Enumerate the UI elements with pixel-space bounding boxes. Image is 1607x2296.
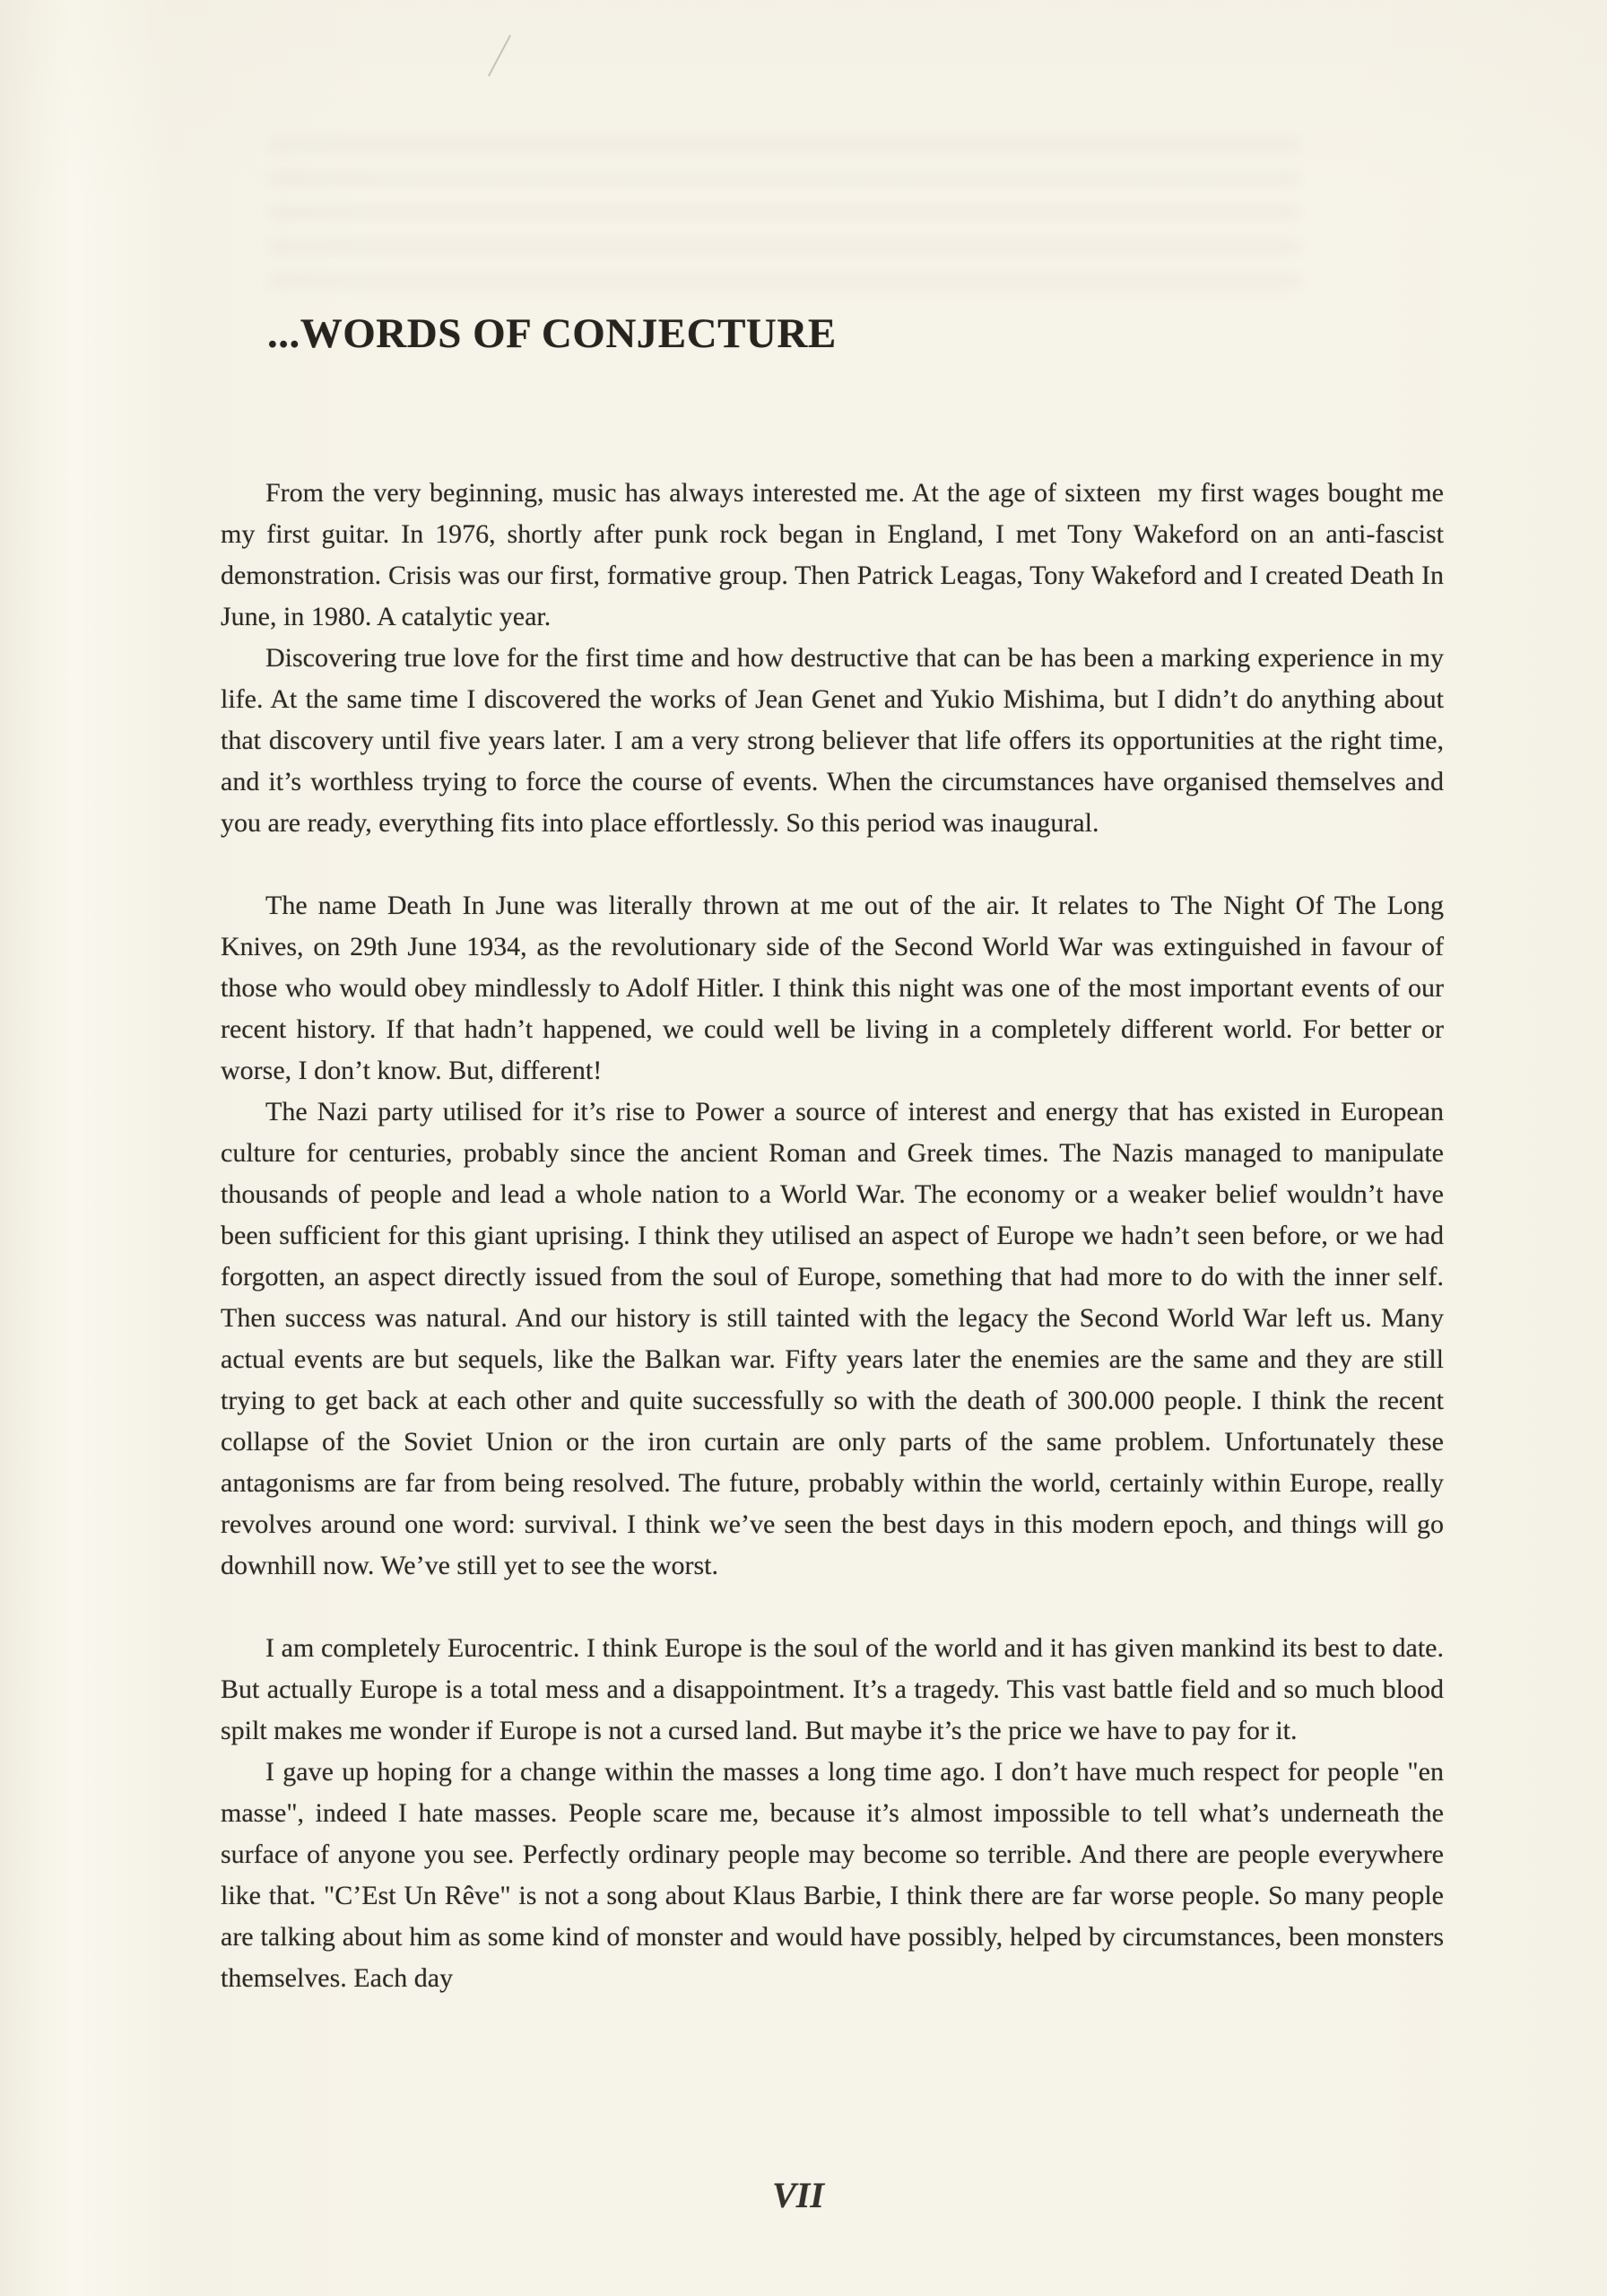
- paragraph-5: I am completely Eurocentric. I think Europe is the soul of the world and it has given mankind its best to date. But actually Europe is a total mess and a disappointment. It’s a tragedy. This vast battle field and so much blood spilt makes me wonder if Europe is not a cursed land. But maybe it’s the price we have to pay for it.: [221, 1633, 1444, 1745]
- paragraph-1: From the very beginning, music has always interested me. At the age of sixteen my first wages bought me my first guitar. In 1976, shortly after punk rock began in England, I met Tony Wakeford on an anti-fascist demonstration. Crisis was our first, formative group. Then Patrick Leagas, Tony Wakeford and I created Death In June, in 1980. A catalytic year.: [221, 478, 1444, 631]
- paragraph-4: The Nazi party utilised for it’s rise to Power a source of interest and energy that has existed in European culture for centuries, probably since the ancient Roman and Greek times. The Nazis managed to manipulate thousands of people and lead a whole nation to a World War. The economy or a weaker belief wouldn’t have been sufficient for this giant uprising. I think they utilised an aspect of Europe we hadn’t seen before, or we had forgotten, an aspect directly issued from the soul of Europe, something that had more to do with the inner self. Then success was natural. And our history is still tainted with the legacy the Second World War left us. Many actual events are but sequels, like the Balkan war. Fifty years later the enemies are the same and they are still trying to get back at each other and quite successfully so with the death of 300.000 people. I think the recent collapse of the Soviet Union or the iron curtain are only parts of the same problem. Unfortunately these antagonisms are far from being resolved. The future, probably within the world, certainly within Europe, really revolves around one word: survival. I think we’ve seen the best days in this modern epoch, and things will go downhill now. We’ve still yet to see the worst.: [221, 1097, 1444, 1580]
- paragraph-2: Discovering true love for the first time and how destructive that can be has been a marking experience in my life. At the same time I discovered the works of Jean Genet and Yukio Mishima, but I didn’t do anything about that discovery until five years later. I am a very strong believer that life offers its opportunities at the right time, and it’s worthless trying to force the course of events. When the circumstances have organised themselves and you are ready, everything fits into place effortlessly. So this period was inaugural.: [221, 643, 1444, 838]
- paragraph-6: I gave up hoping for a change within the masses a long time ago. I don’t have much respect for people "en masse", indeed I hate masses. People scare me, because it’s almost impossible to tell what’s underneath the surface of anyone you see. Perfectly ordinary people may become so terrible. And there are people everywhere like that. "C’Est Un Rêve" is not a song about Klaus Barbie, I think there are far worse people. So many people are talking about him as some kind of monster and would have possibly, helped by circumstances, been monsters themselves. Each day: [221, 1757, 1444, 1993]
- body-text: [221, 473, 1444, 1999]
- paragraph-3: The name Death In June was literally thrown at me out of the air. It relates to The Night Of The Long Knives, on 29th June 1934, as the revolutionary side of the Second World War was extinguished in favour of those who would obey mindlessly to Adolf Hitler. I think this night was one of the most important events of our recent history. If that hadn’t happened, we could well be living in a completely different world. For better or worse, I don’t know. But, different!: [221, 891, 1444, 1085]
- chapter-title: ...WORDS OF CONJECTURE: [267, 310, 837, 357]
- page-content: [221, 0, 1444, 1999]
- page-number: VII: [772, 2175, 824, 2215]
